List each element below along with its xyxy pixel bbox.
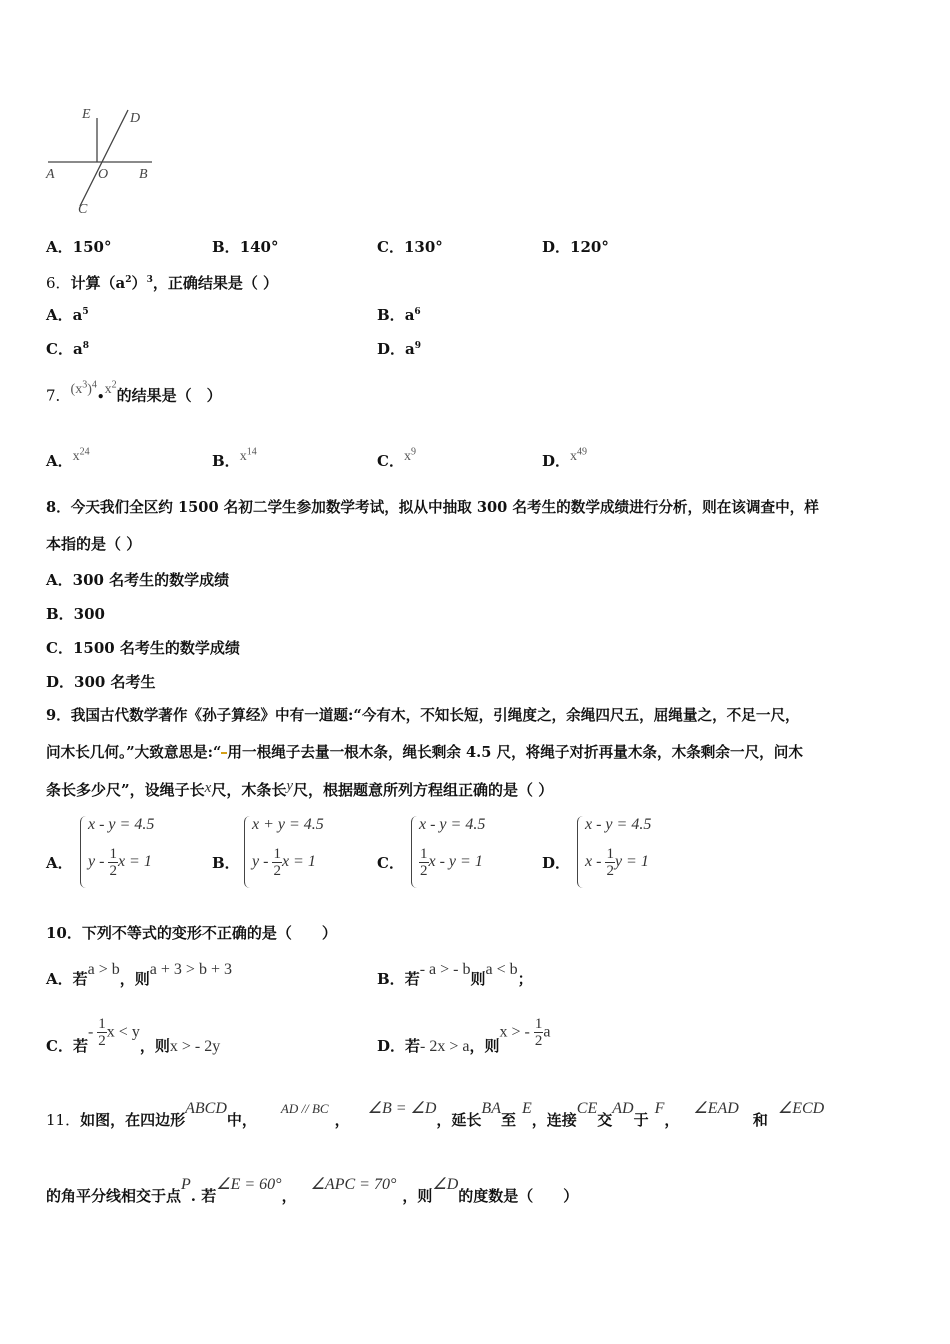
q10-option-a[interactable]: A．若a > b，则a + 3 > b + 3 (46, 961, 232, 988)
q8-stem-line1: 8．今天我们全区约 1500 名初二学生参加数学考试，拟从中抽取 300 名考生的数学成绩进行分析，则在该调查中，样 (46, 499, 819, 516)
q5-option-c[interactable] (377, 236, 443, 257)
q5-option-b[interactable] (212, 236, 279, 257)
q7-option-a[interactable]: A．$x^{24}$ (46, 446, 90, 470)
q5-option-d[interactable] (542, 236, 609, 257)
q10-option-b[interactable]: B．若- a > - b则a < b； (377, 961, 533, 988)
q8-option-b[interactable]: B．300 (46, 605, 105, 623)
angle-figure (40, 100, 160, 220)
q6-option-a[interactable]: A．$a^5$ (46, 306, 89, 324)
q11-stem-line1: 11．如图，在四边形ABCD中，AD // BC，∠B = ∠D，延长BA至E，连接CE交AD于F，∠EAD和∠ECD (46, 1100, 825, 1129)
brace-icon (411, 816, 418, 888)
option-letter: B． (212, 238, 240, 256)
q9-d-eq1: x - y = 4.5 (585, 816, 652, 833)
q9-b-eq1: x + y = 4.5 (252, 816, 324, 833)
option-letter: D． (542, 238, 571, 256)
q9-stem-line1: 9．我国古代数学著作《孙子算经》中有一道题:“今有木，不知长短，引绳度之，余绳四尺五，屈绳量之，不足一尺， (46, 707, 800, 724)
label-a: A (46, 167, 55, 182)
option-text: 140° (239, 238, 279, 256)
q6-stem: 6．计算$(a^2)^3$，正确结果是（ ） (46, 274, 279, 292)
brace-icon (80, 816, 87, 888)
q6-option-b[interactable]: B．$a^6$ (377, 306, 421, 324)
q6-option-c[interactable]: C．$a^8$ (46, 340, 89, 358)
label-o: O (98, 167, 109, 182)
option-text: 130° (403, 238, 443, 256)
label-d: D (130, 111, 141, 126)
q7-stem: 7．$(x^3)^4•x^2$的结果是（ ） (46, 379, 222, 405)
q10-option-c[interactable]: C．若- $\frac{1}{2}$ x < y，则x > - 2y (46, 1016, 221, 1055)
q9-a-eq1: x - y = 4.5 (88, 816, 155, 833)
q9-b-eq2: y - $\frac{1}{2}$ x = 1 (252, 846, 316, 879)
q9-stem-line3: 条长多少尺”，设绳子长x尺，木条长y尺，根据题意所列方程组正确的是（ ） (46, 778, 554, 799)
q10-option-d[interactable]: D．若- 2x > a，则x > - $\frac{1}{2}$ a (377, 1016, 551, 1055)
q7-option-c[interactable]: C．$x^9$ (377, 446, 416, 470)
line-cd (80, 110, 128, 206)
option-letter: A． (46, 238, 73, 256)
q6-option-d[interactable]: D．$a^9$ (377, 340, 422, 358)
brace-icon (244, 816, 251, 888)
q9-option-a-letter[interactable]: A． (46, 854, 73, 872)
q8-option-a[interactable]: A．300 名考生的数学成绩 (46, 571, 230, 589)
q9-option-d-letter[interactable]: D． (542, 854, 571, 872)
q9-c-eq1: x - y = 4.5 (419, 816, 486, 833)
option-text: 120° (570, 238, 609, 256)
q9-stem-line2: 问木长几何。”大致意思是:“ 用一根绳子去量一根木条，绳长剩余 4.5 尺，将绳子对折再量木条，木条剩余一尺，问木 (46, 744, 803, 761)
label-e: E (82, 107, 91, 122)
q9-a-eq2: y - $\frac{1}{2}$ x = 1 (88, 846, 152, 879)
q9-option-c-letter[interactable]: C． (377, 854, 404, 872)
option-letter: C． (377, 238, 404, 256)
q7-option-d[interactable]: D．$x^{49}$ (542, 446, 588, 470)
q8-option-c[interactable]: C．1500 名考生的数学成绩 (46, 639, 240, 657)
q9-c-eq2: $\frac{1}{2}$ x - y = 1 (420, 846, 483, 879)
label-c: C (78, 202, 88, 217)
option-text: 150° (72, 238, 112, 256)
q11-stem-line2: 的角平分线相交于点P. 若∠E = 60°，∠APC = 70°，则∠D的度数是（ ） (46, 1176, 579, 1205)
q8-stem-line2: 本指的是（ ） (46, 535, 142, 553)
brace-icon (577, 816, 584, 888)
label-b: B (139, 167, 148, 182)
q9-option-b-letter[interactable]: B． (212, 854, 240, 872)
q7-option-b[interactable]: B．$x^{14}$ (212, 446, 257, 470)
q9-d-eq2: x - $\frac{1}{2}$ y = 1 (585, 846, 649, 879)
q5-option-a[interactable] (46, 236, 111, 257)
q8-option-d[interactable]: D．300 名考生 (46, 673, 156, 691)
q10-stem: 10．下列不等式的变形不正确的是（ ） (46, 924, 337, 942)
